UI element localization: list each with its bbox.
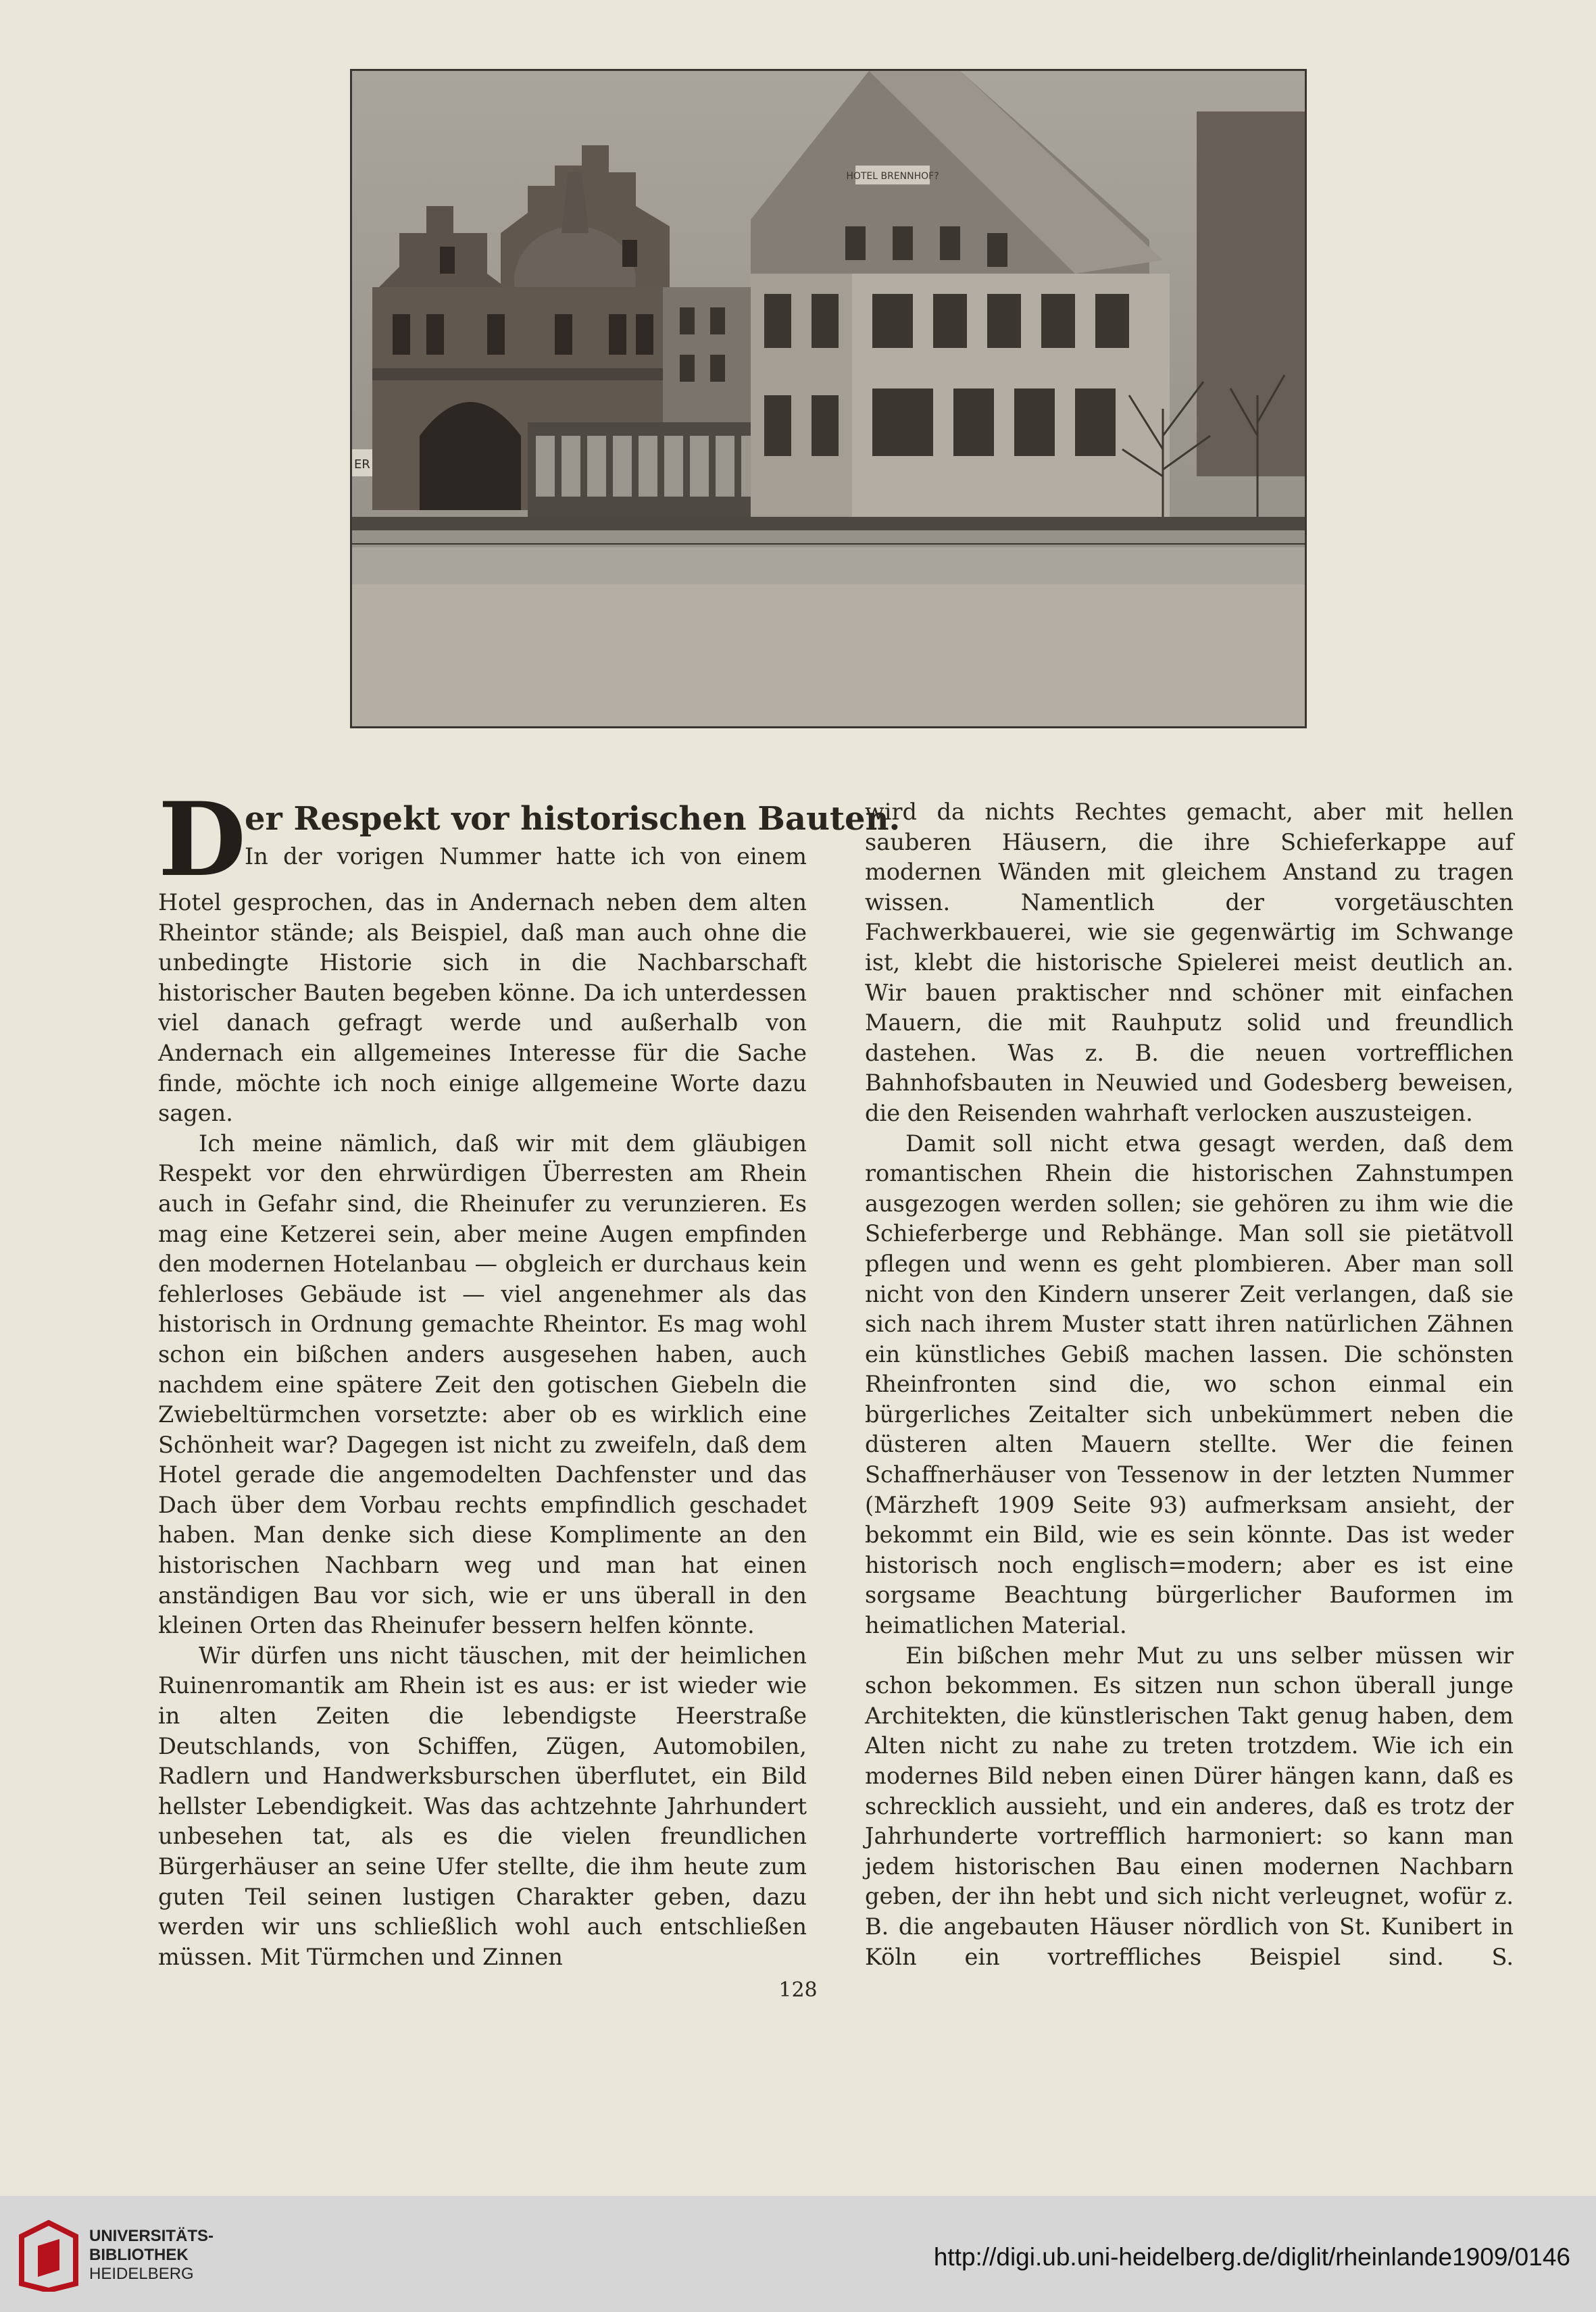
drop-cap: D (158, 780, 247, 899)
digitization-footer (0, 2196, 1596, 2312)
library-logo-icon (15, 2216, 82, 2292)
article-right-column (865, 797, 1514, 1972)
gate-sign-text: ER (354, 457, 370, 472)
library-name-line-3: HEIDELBERG (89, 2265, 194, 2283)
paragraph-2: Ich meine nämlich, daß wir mit dem gläubigen Respekt vor den ehrwürdigen Überresten am Rhein auch in Gefahr sind, die Rheinufer zu verunzieren. Es mag eine Ketzerei sein, aber meine Augen empfinden den modernen Hotelanbau — obgleich er durchaus kein fehlerloses Gebäude ist — viel angenehmer als das historisch in Ordnung gemachte Rheintor. Es mag wohl schon ein bißchen anders ausgesehen haben, auch nachdem eine spätere Zeit den gotischen Giebeln die Zwiebeltürmchen vorsetzte: aber ob es wirklich eine Schönheit war? Dagegen ist nicht zu zweifeln, daß dem Hotel gerade die angemodelten Dachfenster und das Dach über dem Vorbau rechts empfindlich geschadet haben. Man denke sich diese Komplimente an den historischen Nachbarn weg und man hat einen anständigen Bau vor sich, wie er uns überall in den kleinen Orten das Rheinufer bessern helfen könnte. (158, 1130, 807, 1639)
first-paragraph-line: In der vorigen Nummer hatte ich von einem (245, 843, 807, 870)
article-left-column (158, 780, 901, 1972)
hotel-sign-text: HOTEL BRENNHOF? (846, 171, 939, 182)
source-url-link[interactable]: http://digi.ub.uni-heidelberg.de/diglit/rheinlande1909/0146 (933, 2243, 1570, 2271)
library-name-line-2: BIBLIOTHEK (89, 2246, 189, 2264)
page-number: 128 (778, 1978, 818, 2002)
article-headline: er Respekt vor historischen Bauten. (245, 800, 901, 838)
headline-block (158, 780, 901, 899)
paragraph-4: wird da nichts Rechtes gemacht, aber mit hellen sauberen Häusern, die ihre Schieferkappe auf modernen Wänden mit gleichem Anstand zu tragen wissen. Namentlich der vorgetäuschten Fachwerkbauerei, wie sie gegenwärtig im Schwange ist, klebt die historische Spielerei meist deutlich an. Wir bauen praktischer nnd schöner mit einfachen Mauern, die mit Rauhputz solid und freundlich dastehen. Was z. B. die neuen vortrefflichen Bahnhofsbauten in Neuwied und Godesberg beweisen, die den Reisenden wahrhaft verlocken auszusteigen. (865, 799, 1514, 1126)
paragraph-5: Damit soll nicht etwa gesagt werden, daß dem romantischen Rhein die historischen Zahnstumpen ausgezogen werden sollen; sie gehören zu ihm wie die Schieferberge und Rebhänge. Man soll sie pietätvoll pflegen und wenn es geht plombieren. Aber man soll nicht von den Kindern unserer Zeit verlangen, daß sie sich nach ihrem Muster statt ihren natürlichen Zähnen ein künstliches Gebiß machen lassen. Die schönsten Rheinfronten sind die, wo schon einmal ein bürgerliches Zeitalter sich unbekümmert neben die düsteren alten Mauern stellte. Wer die feinen Schaffnerhäuser von Tessenow in der letzten Nummer (Märzheft 1909 Seite 93) aufmerksam ansieht, der bekommt ein Bild, wie es sein könnte. Das ist weder historisch noch englisch=modern; aber es ist eine sorgsame Beachtung bürgerlicher Bauformen im heimatlichen Material. (865, 1130, 1514, 1639)
library-name (89, 2227, 214, 2284)
paragraph-3: Wir dürfen uns nicht täuschen, mit der heimlichen Ruinenromantik am Rhein ist es aus: er ist wieder wie in alten Zeiten die lebendigste Heerstraße Deutschlands, von Schiffen, Zügen, Automobilen, Radlern und Handwerksburschen überflutet, ein Bild hellster Lebendigkeit. Was das achtzehnte Jahrhundert unbesehen tat, als es die vielen freundlichen Bürgerhäuser an seine Ufer stellte, die ihm heute zum guten Teil seinen lustigen Charakter geben, dazu werden wir uns schließlich wohl auch entschließen müssen. Mit Türmchen und Zinnen (158, 1642, 807, 1970)
building-illustration (352, 71, 1305, 726)
hotel-photograph (350, 69, 1307, 728)
library-name-line-1: UNIVERSITÄTS- (89, 2227, 214, 2245)
paragraph-1: Hotel gesprochen, das in Andernach neben dem alten Rheintor stände; als Beispiel, daß man auch ohne die unbedingte Historie sich in die Nachbarschaft historischer Bauten begeben könne. Da ich unterdessen viel danach gefragt werde und außerhalb von Andernach ein allgemeines Interesse für die Sache finde, möchte ich noch einige allgemeine Worte dazu sagen. (158, 889, 807, 1127)
paragraph-6: Ein bißchen mehr Mut zu uns selber müssen wir schon bekommen. Es sitzen nun schon überall junge Architekten, die künstlerischen Takt genug haben, dem Alten nicht zu nahe zu treten trotzdem. Wie ich ein modernes Bild neben einen Dürer hängen kann, daß es schrecklich aussieht, und ein anderes, daß es trotz der Jahrhunderte vortrefflich harmoniert: so kann man jedem historischen Bau einen modernen Nachbarn geben, der ihn hebt und sich nicht verleugnet, wofür z. B. die angebauten Häuser nördlich von St. Kunibert in Köln ein vortreffliches Beispiel sind. S. (865, 1642, 1514, 1970)
